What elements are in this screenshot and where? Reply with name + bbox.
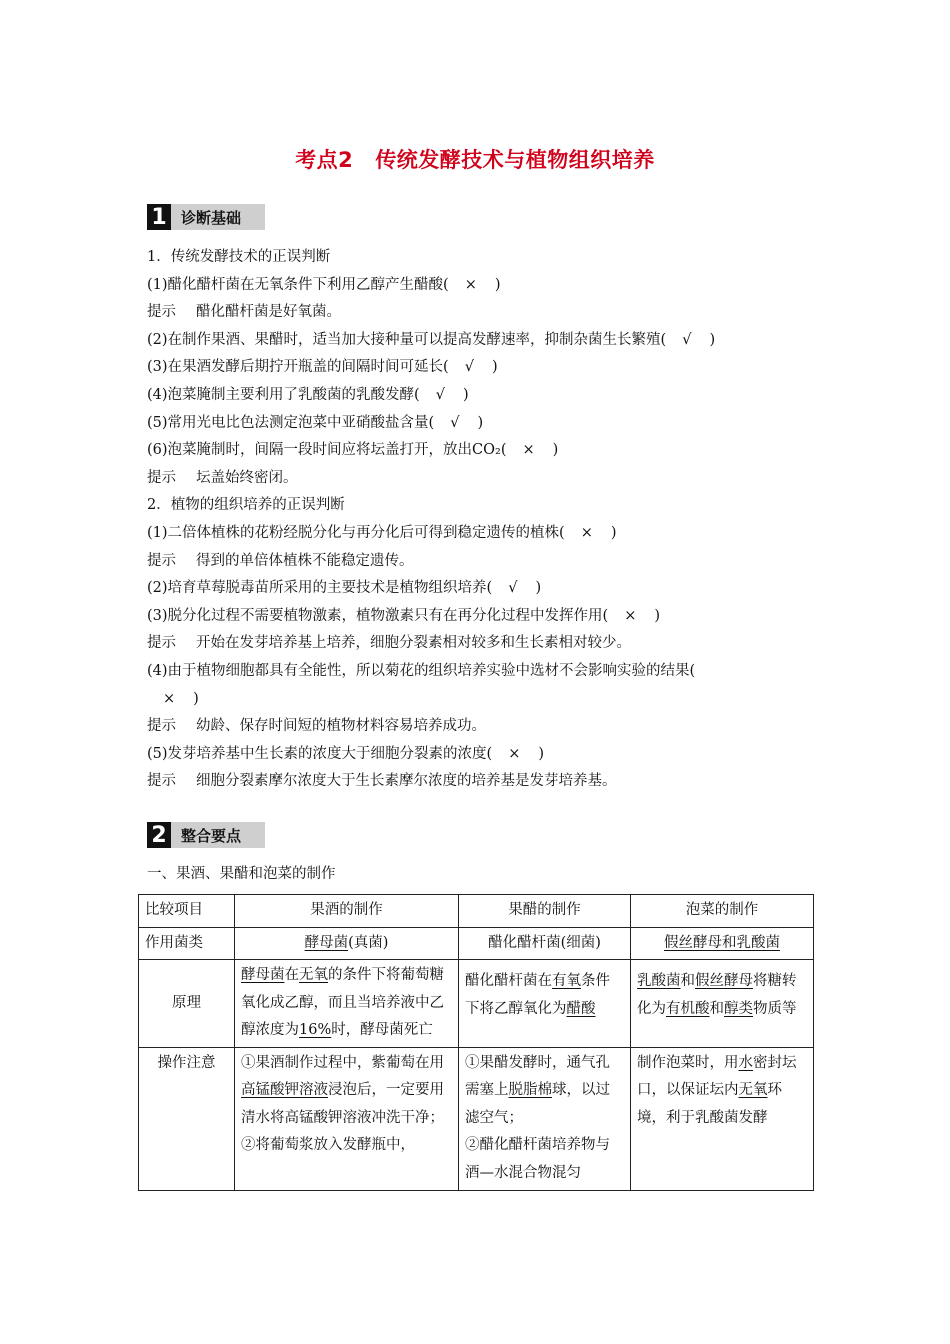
section-label: 诊断基础 [181, 208, 242, 227]
check-mark: √ [682, 331, 692, 348]
statement-line [147, 354, 817, 382]
cell-text: ①果酒制作过程中，紫葡萄在用 [241, 1054, 444, 1071]
section-label: 整合要点 [181, 826, 242, 845]
cell-text: ①果醋发酵时，通气孔需塞上 [465, 1054, 610, 1098]
statement-text: (2)培育草莓脱毒苗所采用的主要技术是植物组织培养( [147, 580, 493, 597]
statement-line [147, 382, 817, 410]
close-paren: ) [610, 524, 617, 541]
close-paren: ) [709, 331, 716, 348]
hint-text: 醋化醋杆菌是好氧菌。 [196, 304, 341, 321]
statement-line [147, 244, 817, 272]
underlined-text: 无氧 [738, 1082, 768, 1098]
underlined-text: 酵母菌 [241, 967, 285, 983]
statement-text: (1)二倍体植株的花粉经脱分化与再分化后可得到稳定遗传的植株( [147, 524, 565, 541]
row-label: 操作注意 [139, 1047, 235, 1190]
statement-text: (3)在果酒发酵后期拧开瓶盖的间隔时间可延长( [147, 359, 449, 376]
statement-line [147, 437, 817, 465]
hint-label: 提示 [147, 773, 176, 790]
cell-text: ②醋化醋杆菌培养物与酒—水混合物混匀 [465, 1137, 610, 1181]
close-paren: ) [477, 414, 484, 431]
cell-text: 醋化醋杆菌在 [465, 973, 552, 989]
underlined-text: 乳酸菌 [637, 973, 681, 989]
section-header-key-points [147, 822, 265, 848]
hint-line [147, 548, 817, 576]
cell-text: 时，酵母菌死亡 [331, 1022, 433, 1038]
underlined-text: 醇类 [724, 1000, 753, 1017]
underlined-text: 无氧 [299, 967, 328, 983]
cell-text: 条件下将乙醇氧化为 [465, 973, 610, 1017]
row-label: 原理 [139, 960, 235, 1048]
cell-text: 和 [709, 1000, 724, 1017]
cell-text: 球，以过滤空气； [465, 1082, 610, 1126]
section-number: 2 [147, 822, 171, 848]
check-mark: √ [508, 580, 518, 597]
table-cell [235, 1047, 459, 1190]
statement-line [147, 492, 817, 520]
underlined-text: 醋酸 [566, 1000, 596, 1017]
title-text: 传统发酵技术与植物组织培养 [375, 148, 655, 172]
subheading: 一、果酒、果醋和泡菜的制作 [147, 866, 336, 882]
table-row [139, 1047, 814, 1190]
statement-text: 1．传统发酵技术的正误判断 [147, 249, 331, 265]
cell-text: 将糖转化为 [637, 973, 797, 1017]
cell-text: (真菌) [348, 934, 389, 951]
header-cell: 果酒的制作 [235, 895, 459, 928]
statement-line [147, 520, 817, 548]
page-title [0, 144, 950, 174]
hint-line [147, 299, 817, 327]
hint-label: 提示 [147, 635, 176, 652]
close-paren: ) [462, 386, 469, 403]
header-cell: 果醋的制作 [459, 895, 631, 928]
cross-mark: × [624, 607, 637, 624]
table-row [139, 927, 814, 960]
statement-text: (6)泡菜腌制时，间隔一段时间应将坛盖打开，放出CO₂( [147, 442, 507, 459]
cross-mark: × [522, 442, 535, 459]
table-cell [631, 927, 814, 960]
statement-line [147, 741, 817, 769]
cell-text: 制作泡菜时，用 [637, 1054, 739, 1071]
check-mark: √ [435, 386, 445, 403]
statement-line [147, 575, 817, 603]
statement-text: (2)在制作果酒、果醋时，适当加大接种量可以提高发酵速率，抑制杂菌生长繁殖( [147, 331, 667, 348]
underlined-text: 水 [738, 1054, 753, 1071]
close-paren: ) [193, 690, 199, 707]
cross-mark: × [508, 745, 521, 762]
table-cell [631, 960, 814, 1048]
hint-label: 提示 [147, 718, 176, 735]
statement-line [147, 686, 817, 714]
cell-text: 密封坛口，以保证坛内 [637, 1054, 797, 1098]
row-label: 作用菌类 [139, 927, 235, 960]
table-cell: 醋化醋杆菌(细菌) [459, 927, 631, 960]
underlined-text: 高锰酸钾溶液 [241, 1082, 328, 1098]
statement-line [147, 603, 817, 631]
statement-text: 2．植物的组织培养的正误判断 [147, 497, 345, 514]
section-number: 1 [147, 204, 171, 230]
statement-text: (4)由于植物细胞都具有全能性，所以菊花的组织培养实验中选材不会影响实验的结果( [147, 662, 696, 679]
hint-label: 提示 [147, 304, 176, 321]
close-paren: ) [538, 745, 545, 762]
statement-line [147, 410, 817, 438]
statement-line [147, 272, 817, 300]
cell-text: 和 [680, 973, 695, 989]
statement-text: (3)脱分化过程不需要植物激素，植物激素只有在再分化过程中发挥作用( [147, 607, 609, 624]
underlined-text: 假丝酵母和乳酸菌 [664, 934, 780, 951]
underlined-text: 脱脂棉 [508, 1082, 552, 1098]
underlined-text: 假丝酵母 [695, 973, 753, 989]
close-paren: ) [535, 580, 542, 597]
underlined-text: 酵母菌 [304, 934, 349, 951]
close-paren: ) [552, 442, 559, 459]
comparison-table [138, 894, 814, 1191]
close-paren: ) [491, 359, 498, 376]
table-cell [459, 1047, 631, 1190]
table-cell [235, 960, 459, 1048]
hint-text: 坛盖始终密闭。 [196, 469, 298, 486]
hint-text: 得到的单倍体植株不能稳定遗传。 [196, 552, 414, 569]
judgment-list [147, 244, 817, 796]
close-paren: ) [494, 276, 501, 293]
hint-line [147, 630, 817, 658]
hint-line [147, 713, 817, 741]
table-row [139, 960, 814, 1048]
hint-line [147, 465, 817, 493]
hint-label: 提示 [147, 552, 176, 569]
cross-mark: × [580, 524, 593, 541]
statement-text: (4)泡菜腌制主要利用了乳酸菌的乳酸发酵( [147, 386, 420, 403]
statement-text: (1)醋化醋杆菌在无氧条件下利用乙醇产生醋酸( [147, 276, 449, 293]
table-cell [235, 927, 459, 960]
table-cell [459, 960, 631, 1048]
hint-text: 开始在发芽培养基上培养，细胞分裂素相对较多和生长素相对较少。 [196, 635, 631, 652]
table-header-row [139, 895, 814, 928]
check-mark: √ [464, 359, 474, 376]
cross-mark: × [163, 690, 176, 707]
cell-text: ②将葡萄浆放入发酵瓶中， [241, 1137, 415, 1153]
underlined-text: 有机酸 [666, 1000, 710, 1017]
cell-text: 物质等 [753, 1000, 797, 1017]
hint-line [147, 768, 817, 796]
header-cell: 比较项目 [139, 895, 235, 928]
close-paren: ) [654, 607, 661, 624]
check-mark: √ [450, 414, 460, 431]
cell-text: 的条件下将葡萄糖氧化成乙醇，而且当培养液中乙醇浓度为 [241, 967, 444, 1038]
cell-text: 在 [284, 967, 299, 983]
underlined-text: 16% [299, 1022, 332, 1038]
underlined-text: 有氧 [552, 973, 581, 989]
title-number: 考点2 [295, 148, 354, 172]
hint-label: 提示 [147, 469, 176, 486]
cross-mark: × [464, 276, 477, 293]
section-header-diagnosis [147, 204, 265, 230]
header-cell: 泡菜的制作 [631, 895, 814, 928]
statement-line [147, 658, 817, 686]
hint-text: 细胞分裂素摩尔浓度大于生长素摩尔浓度的培养基是发芽培养基。 [196, 773, 617, 790]
statement-line [147, 327, 817, 355]
cell-text: 环境，利于乳酸菌发酵 [637, 1082, 782, 1126]
table-cell [631, 1047, 814, 1190]
hint-text: 幼龄、保存时间短的植物材料容易培养成功。 [196, 718, 486, 735]
cell-text: 浸泡后，一定要用清水将高锰酸钾溶液冲洗干净； [241, 1082, 444, 1126]
statement-text: (5)常用光电比色法测定泡菜中亚硝酸盐含量( [147, 414, 435, 431]
statement-text: (5)发芽培养基中生长素的浓度大于细胞分裂素的浓度( [147, 745, 493, 762]
